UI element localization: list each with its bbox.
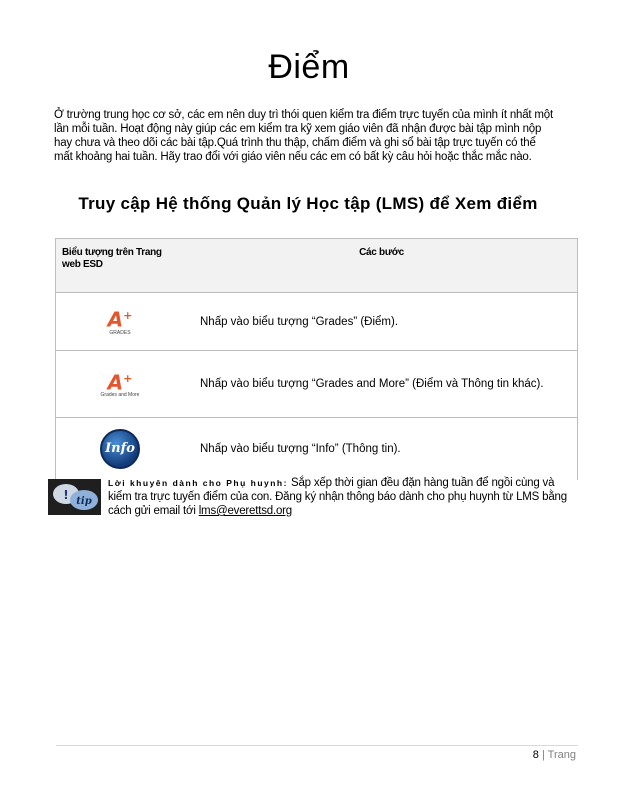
grades-icon[interactable]: A+ GRADES: [107, 307, 133, 336]
table-row: [56, 351, 578, 418]
icon-caption: Grades and More: [100, 392, 140, 399]
grades-and-more-icon[interactable]: A+ Grades and More: [100, 370, 140, 399]
section-heading: Truy cập Hệ thống Quản lý Học tập (LMS) để Xem điểm: [78, 194, 538, 213]
intro-paragraph: Ở trường trung học cơ sở, các em nên duy trì thói quen kiểm tra điểm trực tuyến của mình ít nhất một lần mỗi tuần. Hoạt động này giúp các em kiểm tra kỹ xem giáo viên đã nhận được bài tập mình nộp hay chưa và theo dõi các bài tập.Quá trình thu thập, chấm điểm và ghi sổ bài tập trực tuyến có thể mất khoảng hai tuần. Hãy trao đổi với giáo viên nếu các em có bất kỳ câu hỏi hoặc thắc mắc nào.: [54, 109, 553, 163]
page-title: Điểm: [268, 48, 350, 86]
svg-text:tip: tip: [76, 496, 92, 507]
table-row: [56, 293, 578, 351]
step-text: Nhấp vào biểu tượng “Grades” (Điểm).: [184, 293, 578, 351]
icon-cell: [56, 351, 185, 418]
table-row: [56, 418, 578, 481]
step-text: Nhấp vào biểu tượng “Grades and More” (Điểm và Thông tin khác).: [184, 351, 578, 418]
info-icon[interactable]: Info: [100, 429, 140, 469]
footer-separator: |: [541, 749, 545, 761]
page-footer: [533, 749, 576, 761]
steps-table: [55, 238, 578, 480]
page-label: Trang: [547, 749, 576, 761]
svg-text:!: !: [63, 488, 69, 502]
table-header-icon-column: Biểu tượng trên Trang web ESD: [56, 239, 185, 293]
email-link[interactable]: lms@everettsd.org: [198, 505, 292, 517]
icon-cell: [56, 293, 185, 351]
tip-body: Sắp xếp thời gian đều đặn hàng tuần để ngồi cùng và kiểm tra trực tuyến điểm của con. Đăng ký nhận thông báo dành cho phụ huynh từ LMS bằng cách gửi email tới: [108, 477, 567, 517]
tip-label: Lời khuyên dành cho Phụ huynh:: [108, 478, 288, 488]
tip-text: [108, 476, 578, 518]
icon-cell: [56, 418, 185, 481]
parent-tip: [48, 476, 567, 520]
step-text: Nhấp vào biểu tượng “Info” (Thông tin).: [184, 418, 578, 481]
table-header-row: [56, 239, 578, 293]
table-header-steps-column: Các bước: [184, 239, 578, 293]
tip-icon: [48, 479, 101, 515]
page-number: 8: [532, 749, 539, 761]
footer-divider: [56, 745, 578, 746]
icon-caption: GRADES: [109, 329, 131, 336]
